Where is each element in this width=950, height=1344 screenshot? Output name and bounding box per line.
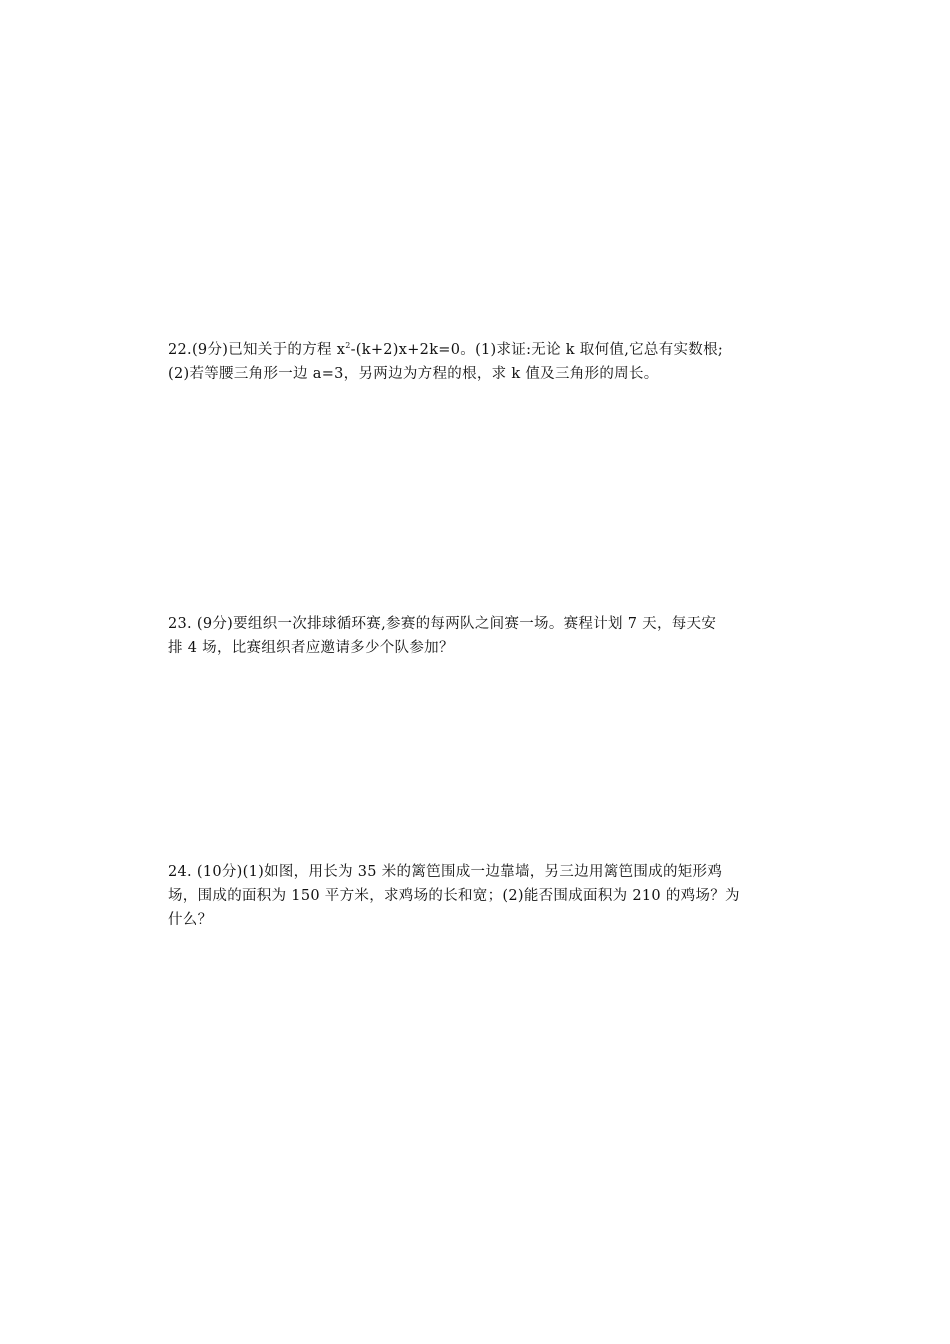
question-24-line-1: 24. (10分)(1)如图，用长为 35 米的篱笆围成一边靠墙，另三边用篱笆围成的矩形鸡 — [168, 864, 723, 880]
exponent: 2 — [345, 341, 351, 350]
question-22-line-1-text: 22.(9分)已知关于的方程 x — [168, 342, 346, 358]
question-22-line-1 — [168, 338, 788, 362]
question-23-line-2: 排 4 场，比赛组织者应邀请多少个队参加？ — [168, 640, 454, 656]
question-22-line-2: (2)若等腰三角形一边 a=3，另两边为方程的根，求 k 值及三角形的周长。 — [168, 366, 659, 382]
question-24 — [168, 860, 788, 932]
question-23-line-1: 23. (9分)要组织一次排球循环赛,参赛的每两队之间赛一场。赛程计划 7 天，每天安 — [168, 616, 717, 632]
question-23 — [168, 612, 788, 660]
question-24-line-2: 场，围成的面积为 150 平方米，求鸡场的长和宽；(2)能否围成面积为 210 的鸡场？为 — [168, 888, 740, 904]
question-22-line-1-rest: -(k+2)x+2k=0。(1)求证:无论 k 取何值,它总有实数根; — [350, 342, 724, 358]
question-24-line-3: 什么？ — [168, 912, 213, 928]
question-22 — [168, 338, 788, 386]
